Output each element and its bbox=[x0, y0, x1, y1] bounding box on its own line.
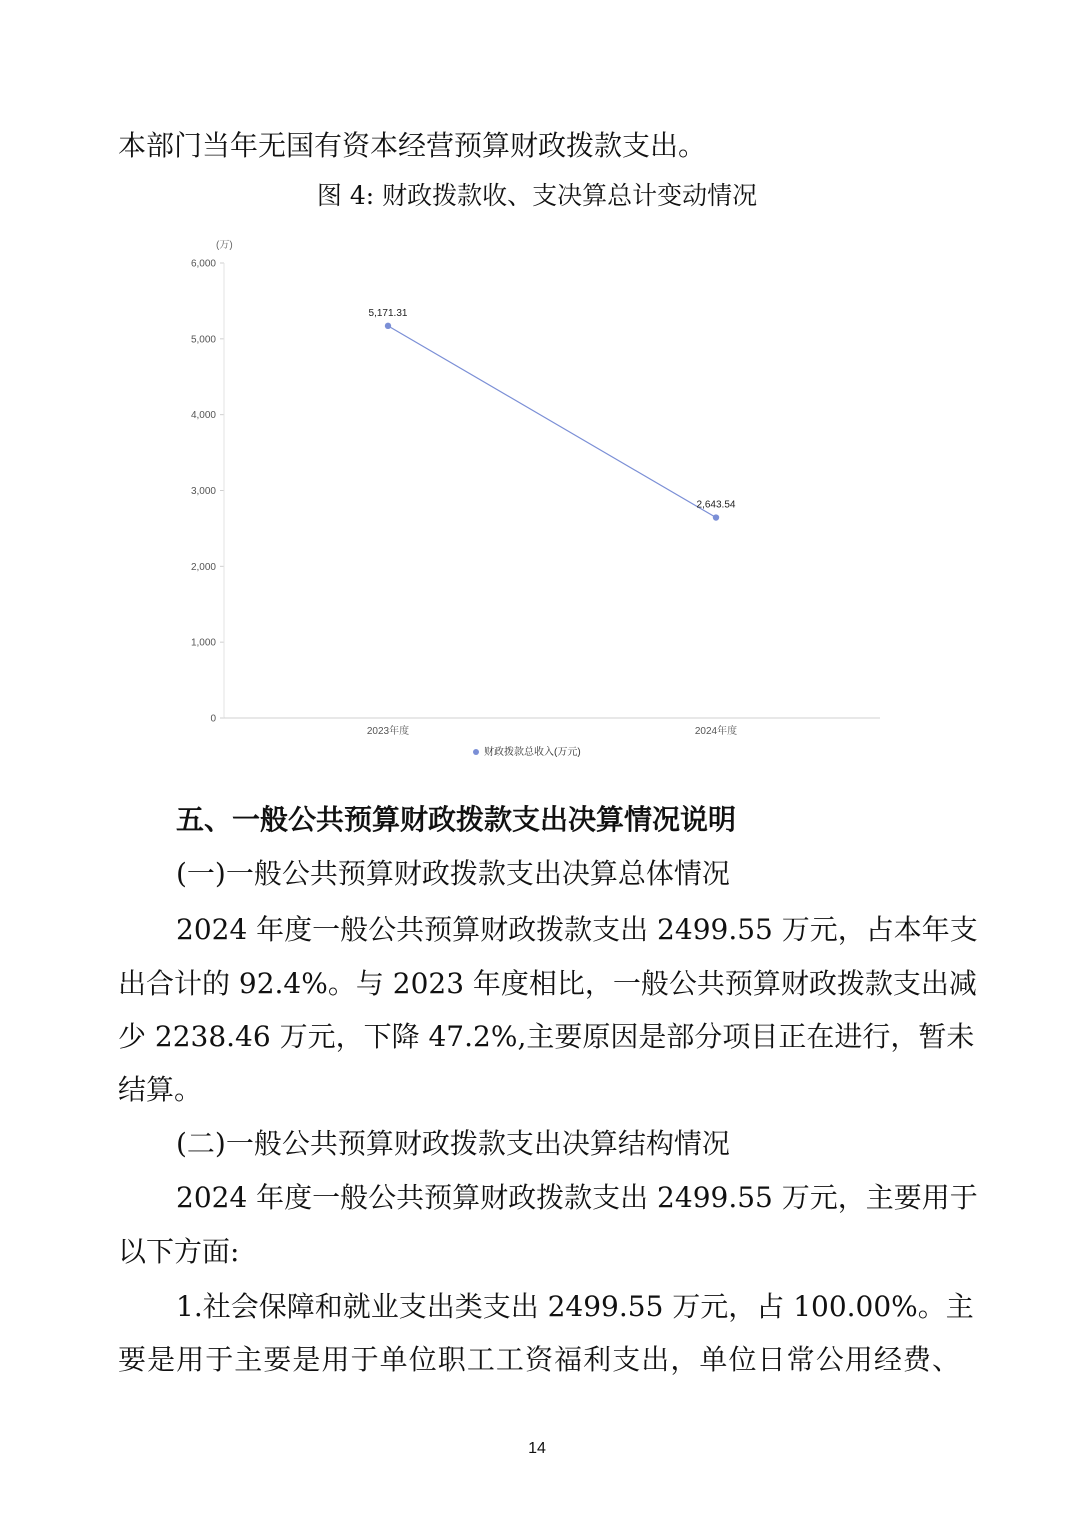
paragraph-1-line: 少 2238.46 万元，下降 47.2%,主要原因是部分项目正在进行，暂未 bbox=[118, 1020, 975, 1053]
paragraph-2-line: 2024 年度一般公共预算财政拨款支出 2499.55 万元，主要用于 bbox=[176, 1181, 978, 1214]
paragraph-3-line: 1.社会保障和就业支出类支出 2499.55 万元，占 100.00%。主 bbox=[176, 1290, 974, 1323]
paragraph-2-line: 以下方面: bbox=[118, 1235, 240, 1268]
y-tick-label: 6,000 bbox=[190, 258, 216, 270]
paragraph-3-line: 要是用于主要是用于单位职工工资福利支出，单位日常公用经费、 bbox=[118, 1343, 960, 1376]
intro-line: 本部门当年无国有资本经营预算财政拨款支出。 bbox=[118, 129, 707, 162]
data-label: 2,643.54 bbox=[696, 499, 736, 511]
data-point bbox=[713, 514, 719, 520]
y-unit-label: (万) bbox=[216, 240, 233, 251]
data-label: 5,171.31 bbox=[368, 307, 408, 319]
page-number: 14 bbox=[528, 1440, 546, 1457]
legend-label: 财政拨款总收入(万元) bbox=[484, 747, 581, 758]
line-chart bbox=[170, 228, 890, 773]
paragraph-1-line: 2024 年度一般公共预算财政拨款支出 2499.55 万元，占本年支 bbox=[176, 913, 978, 946]
series-line bbox=[388, 326, 716, 518]
y-tick-label: 1,000 bbox=[190, 637, 216, 649]
x-tick-label: 2023年度 bbox=[366, 726, 410, 737]
subsection-1-title: (一)一般公共预算财政拨款支出决算总体情况 bbox=[176, 857, 730, 890]
data-point bbox=[385, 323, 391, 329]
legend-marker bbox=[473, 749, 479, 755]
paragraph-1-line: 结算。 bbox=[118, 1073, 203, 1106]
y-tick-label: 4,000 bbox=[190, 410, 216, 422]
paragraph-1-line: 出合计的 92.4%。与 2023 年度相比，一般公共预算财政拨款支出减 bbox=[118, 967, 977, 1000]
y-tick-label: 3,000 bbox=[190, 486, 216, 497]
y-tick-label: 5,000 bbox=[190, 334, 216, 346]
figure-caption: 图 4: 财政拨款收、支决算总计变动情况 bbox=[316, 181, 758, 210]
y-tick-label: 2,000 bbox=[190, 561, 216, 573]
subsection-2-title: (二)一般公共预算财政拨款支出决算结构情况 bbox=[176, 1127, 730, 1160]
x-tick-label: 2024年度 bbox=[694, 726, 738, 737]
y-tick-label: 0 bbox=[210, 713, 216, 725]
section-5-title: 五、一般公共预算财政拨款支出决算情况说明 bbox=[176, 803, 737, 836]
